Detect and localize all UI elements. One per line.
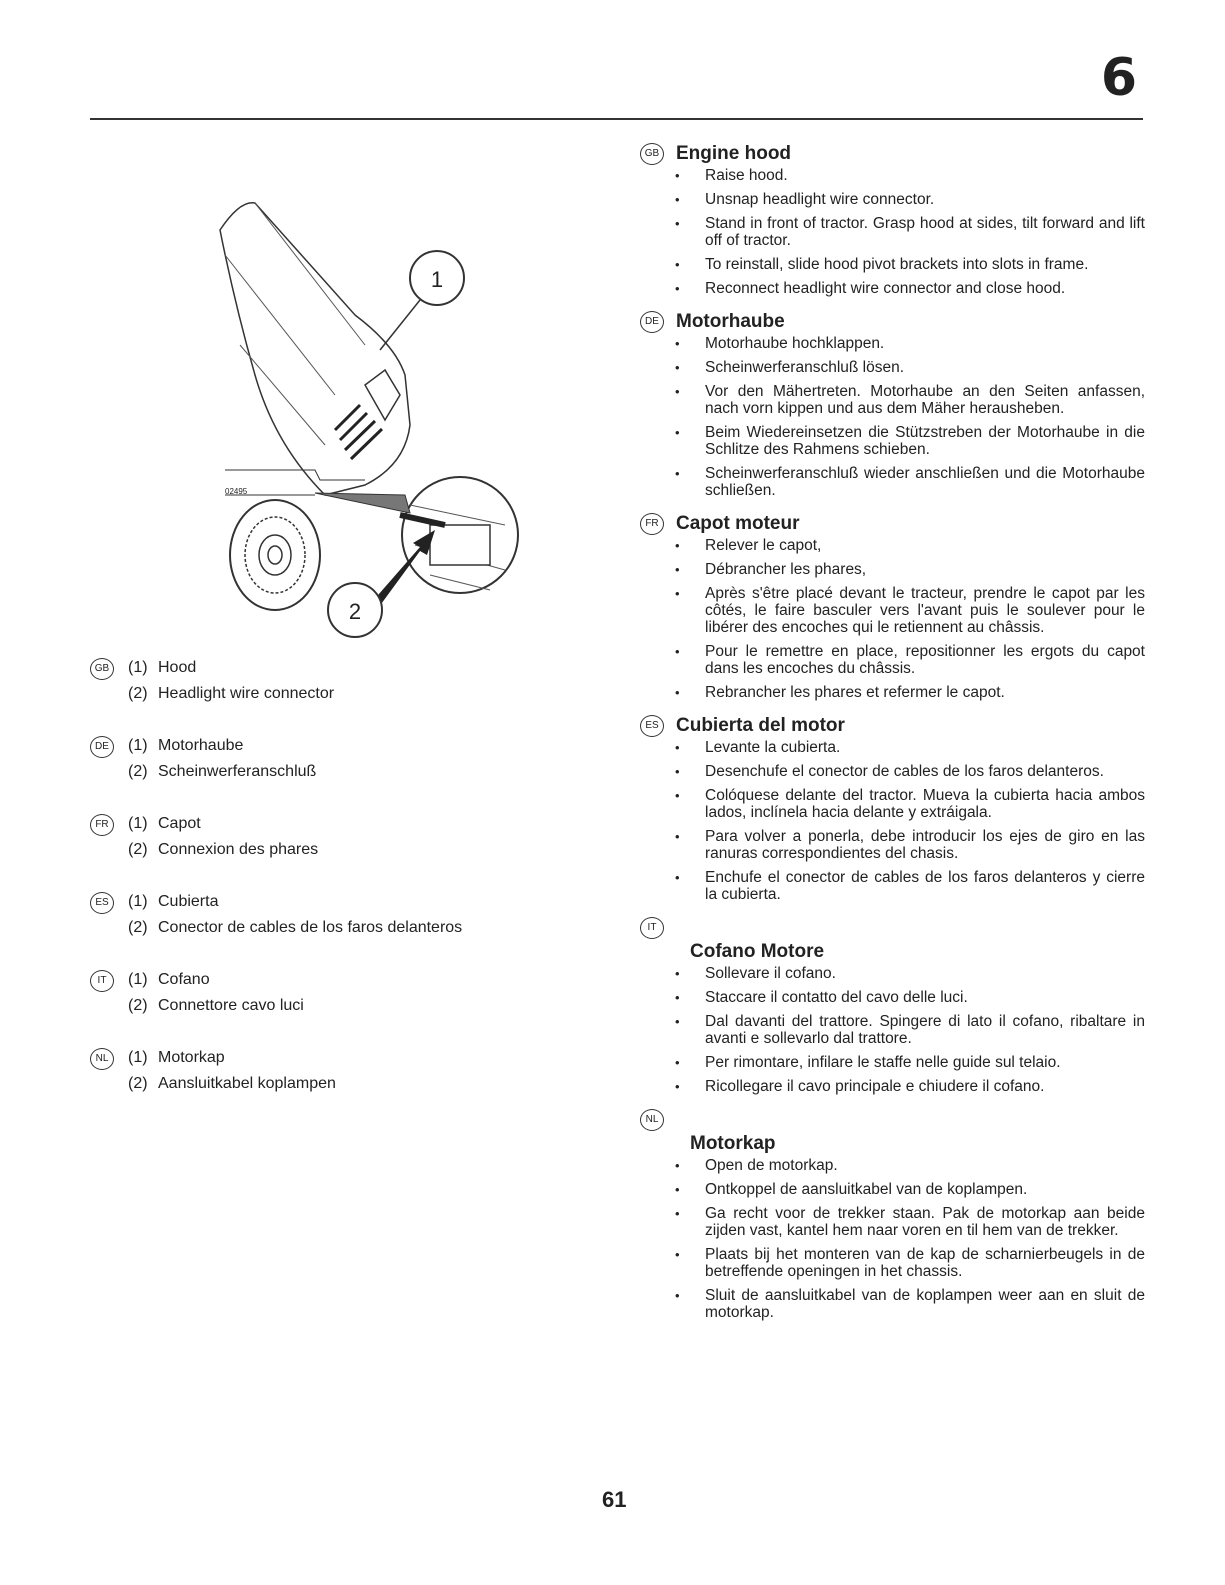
bullet-item: • Unsnap headlight wire connector. [705,191,1145,208]
legend-item [90,1071,610,1097]
legend-item [90,889,610,915]
legend-item [90,967,610,993]
page-number: 61 [602,1487,627,1512]
language-badge: DE [640,311,664,333]
legend-item [90,1045,610,1071]
legend-group [90,733,610,785]
bullet-item: • Colóquese delante del tractor. Mueva la cubierta hacia ambos lados, inclínela hacia delante y extráigala. [705,787,1145,821]
legend-group [90,811,610,863]
legend-text: Hood [158,659,197,676]
legend-text: Scheinwerferanschluß [158,763,317,780]
language-badge: ES [640,715,664,737]
bullet-item: • Vor den Mähertreten. Motorhaube an den Seiten anfassen, nach vorn kippen und aus dem Mäher herausheben. [705,383,1145,417]
language-badge: FR [90,814,114,836]
section-title: Engine hood [676,143,792,164]
section-nl [640,1109,1145,1321]
legend-item [90,837,610,863]
legend-group [90,1045,610,1097]
legend-item [90,655,610,681]
header-rule [90,118,1143,120]
legend-num: (1) [128,893,148,910]
bullet-item: • Ga recht voor de trekker staan. Pak de motorkap aan beide zijden vast, kantel hem naar voren en til hem van de trekker. [705,1205,1145,1239]
legend-num: (2) [128,841,148,858]
legend-num: (1) [128,1049,148,1066]
bullet-item: • Scheinwerferanschluß lösen. [705,359,1145,376]
section-fr [640,513,1145,701]
legend-text: Connettore cavo luci [158,997,304,1014]
legend-num: (1) [128,659,148,676]
section-title: Motorkap [690,1133,776,1154]
legend-group [90,655,610,707]
legend-text: Conector de cables de los faros delanteros [158,919,463,936]
language-badge: FR [640,513,664,535]
figure-code: 02495 [225,487,248,496]
section-es [640,715,1145,903]
legend-group [90,889,610,941]
bullet-item: • To reinstall, slide hood pivot brackets into slots in frame. [705,256,1145,273]
legend-item [90,915,610,941]
legend-num: (2) [128,763,148,780]
bullet-item: • Sluit de aansluitkabel van de koplampen weer aan en sluit de motorkap. [705,1287,1145,1321]
language-badge: ES [90,892,114,914]
bullet-item: • Plaats bij het monteren van de kap de scharnierbeugels in de betreffende openingen in het chassis. [705,1246,1145,1280]
section-de [640,311,1145,499]
chapter-number: 6 [1100,48,1137,108]
hood-illustration [215,195,535,645]
bullet-item: • Sollevare il cofano. [705,965,1145,982]
bullet-item: • Per rimontare, infilare le staffe nelle guide sul telaio. [705,1054,1145,1071]
legend-text: Capot [158,815,201,832]
language-badge: NL [90,1048,114,1070]
section-title: Capot moteur [676,513,800,534]
bullet-item: • Reconnect headlight wire connector and close hood. [705,280,1145,297]
bullet-item: • Rebrancher les phares et refermer le capot. [705,684,1145,701]
instructions-column [640,143,1145,1335]
bullet-item: • Beim Wiedereinsetzen die Stützstreben der Motorhaube in die Schlitze des Rahmens schieben. [705,424,1145,458]
callout-1: 1 [430,267,444,292]
legend-item [90,993,610,1019]
legend-num: (2) [128,919,148,936]
section-title: Cubierta del motor [676,715,845,736]
bullet-item: • Dal davanti del trattore. Spingere di lato il cofano, ribaltare in avanti e sollevarlo dal trattore. [705,1013,1145,1047]
bullet-item: • Après s'être placé devant le tracteur, prendre le capot par les côtés, le faire basculer vers l'avant puis le soulever pour le libérer des encoches qui le retiennent au châssis. [705,585,1145,636]
bullet-item: • Stand in front of tractor. Grasp hood at sides, tilt forward and lift off of tractor. [705,215,1145,249]
legend-num: (2) [128,1075,148,1092]
bullet-item: • Motorhaube hochklappen. [705,335,1145,352]
language-badge: GB [640,143,664,165]
bullet-item: • Ontkoppel de aansluitkabel van de koplampen. [705,1181,1145,1198]
legend-num: (1) [128,737,148,754]
bullet-item: • Enchufe el conector de cables de los faros delanteros y cierre la cubierta. [705,869,1145,903]
section-title: Motorhaube [676,311,785,332]
legend-num: (2) [128,997,148,1014]
language-badge: IT [640,917,664,939]
legend-item [90,759,610,785]
bullet-item: • Relever le capot, [705,537,1145,554]
bullet-item: • Ricollegare il cavo principale e chiudere il cofano. [705,1078,1145,1095]
bullet-item: • Open de motorkap. [705,1157,1145,1174]
legend-text: Motorhaube [158,737,244,754]
bullet-item: • Débrancher les phares, [705,561,1145,578]
legend-num: (1) [128,971,148,988]
legend-text: Connexion des phares [158,841,319,858]
section-title: Cofano Motore [690,941,825,962]
legend-text: Cubierta [158,893,219,910]
legend-item [90,811,610,837]
section-it [640,917,1145,1095]
bullet-item: • Desenchufe el conector de cables de los faros delanteros. [705,763,1145,780]
figure-legend [90,655,610,1123]
legend-text: Motorkap [158,1049,225,1066]
legend-text: Headlight wire connector [158,685,335,702]
legend-text: Cofano [158,971,210,988]
bullet-item: • Scheinwerferanschluß wieder anschließen und die Motorhaube schließen. [705,465,1145,499]
bullet-item: • Raise hood. [705,167,1145,184]
language-badge: NL [640,1109,664,1131]
bullet-item: • Pour le remettre en place, repositionner les ergots du capot dans les encoches du châssis. [705,643,1145,677]
bullet-item: • Para volver a ponerla, debe introducir los ejes de giro en las ranuras correspondientes del chasis. [705,828,1145,862]
bullet-item: • Staccare il contatto del cavo delle luci. [705,989,1145,1006]
legend-item [90,733,610,759]
section-gb [640,143,1145,297]
legend-group [90,967,610,1019]
callout-2: 2 [348,599,362,624]
legend-text: Aansluitkabel koplampen [158,1075,336,1092]
legend-num: (2) [128,685,148,702]
language-badge: IT [90,970,114,992]
legend-item [90,681,610,707]
legend-num: (1) [128,815,148,832]
language-badge: GB [90,658,114,680]
bullet-item: • Levante la cubierta. [705,739,1145,756]
language-badge: DE [90,736,114,758]
